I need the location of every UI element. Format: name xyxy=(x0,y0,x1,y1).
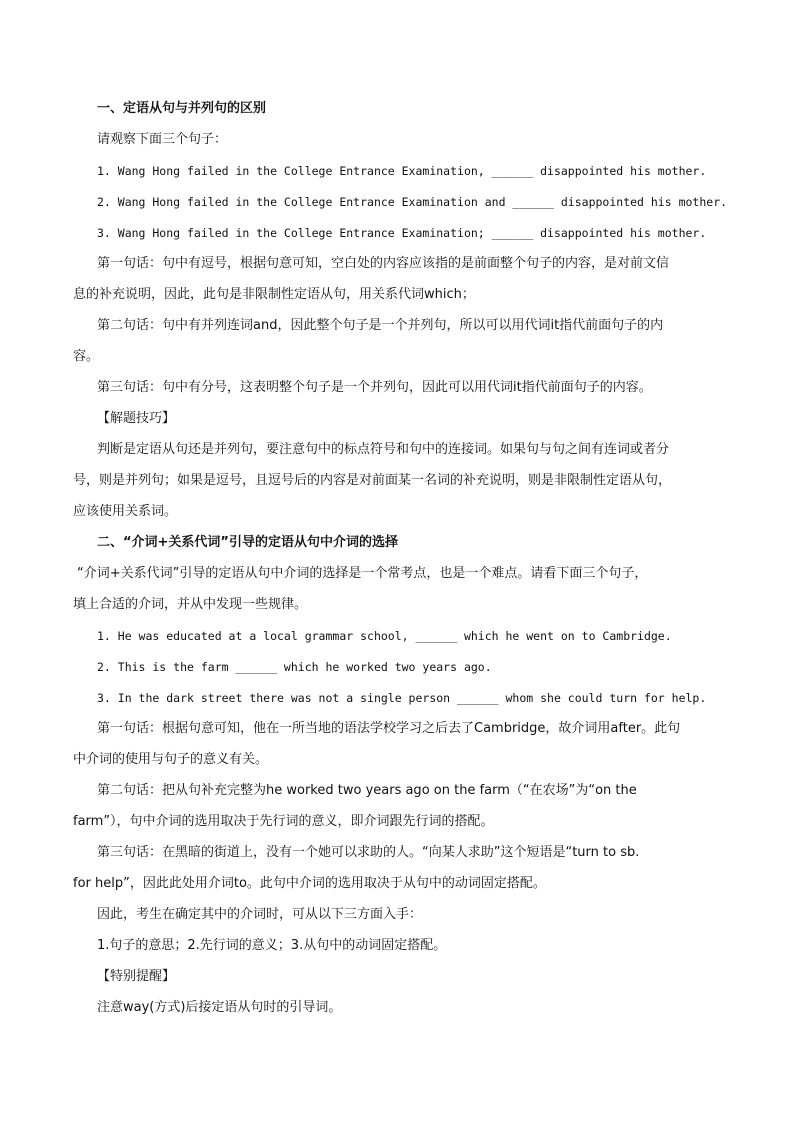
section-1-explanation-2a: 第二句话：句中有并列连词and，因此整个句子是一个并列句，所以可以用代词it指代前面句子的内 xyxy=(97,318,664,333)
section-1-intro: 请观察下面三个句子： xyxy=(97,132,228,147)
section-2-explanation-1b: 中介词的使用与句子的意义有关。 xyxy=(73,752,269,767)
section-1-tip-b: 号，则是并列句；如果是逗号，且逗号后的内容是对前面某一名词的补充说明，则是非限制性定语从句， xyxy=(73,473,672,488)
section-2-heading: 二、“介词+关系代词”引导的定语从句中介词的选择 xyxy=(97,535,398,550)
section-2-note-title: 【特别提醒】 xyxy=(97,969,176,984)
section-1-tip-a: 判断是定语从句还是并列句，要注意句中的标点符号和句中的连接词。如果句与句之间有连词或者分 xyxy=(97,442,670,457)
section-1-example-2: 2. Wang Hong failed in the College Entrance Examination and ______ disappointed his mother. xyxy=(97,195,728,209)
section-2-points: 1.句子的意思；2.先行词的意义；3.从句中的动词固定搭配。 xyxy=(97,938,447,953)
section-2-summary: 因此，考生在确定其中的介词时，可从以下三方面入手： xyxy=(97,907,423,922)
section-2-example-1: 1. He was educated at a local grammar school, ______ which he went on to Cambridge. xyxy=(97,629,672,643)
document-page xyxy=(73,94,728,1024)
section-2-explanation-1a: 第一句话：根据句意可知，他在一所当地的语法学校学习之后去了Cambridge，故介词用after。此句 xyxy=(97,721,681,736)
section-1-explanation-2b: 容。 xyxy=(73,349,100,364)
section-2-example-3: 3. In the dark street there was not a single person ______ whom she could turn for help. xyxy=(97,691,707,705)
section-1-tip-title: 【解题技巧】 xyxy=(97,411,176,426)
section-2-intro-a: “介词+关系代词”引导的定语从句中介词的选择是一个常考点，也是一个难点。请看下面三个句子， xyxy=(77,566,648,581)
section-1-example-3: 3. Wang Hong failed in the College Entrance Examination; ______ disappointed his mother. xyxy=(97,226,707,240)
section-2-explanation-3b: for help”，因此此处用介词to。此句中介词的选用取决于从句中的动词固定搭配。 xyxy=(73,876,546,891)
section-2-example-2: 2. This is the farm ______ which he worked two years ago. xyxy=(97,660,492,674)
section-2-explanation-2b: farm”），句中介词的选用取决于先行词的意义，即介词跟先行词的搭配。 xyxy=(73,814,494,829)
section-1-explanation-1a: 第一句话：句中有逗号，根据句意可知，空白处的内容应该指的是前面整个句子的内容，是对前文信 xyxy=(97,256,670,271)
section-1-example-1: 1. Wang Hong failed in the College Entrance Examination, ______ disappointed his mother. xyxy=(97,164,707,178)
section-2-explanation-3a: 第三句话：在黑暗的街道上，没有一个她可以求助的人。“向某人求助”这个短语是“turn to sb. xyxy=(97,845,640,860)
section-2-note: 注意way(方式)后接定语从句时的引导词。 xyxy=(97,1000,342,1015)
section-1-heading: 一、定语从句与并列句的区别 xyxy=(97,101,267,116)
section-1-tip-c: 应该使用关系词。 xyxy=(73,504,178,519)
section-1-explanation-1b: 息的补充说明，因此，此句是非限制性定语从句，用关系代词which； xyxy=(73,287,475,302)
section-2-intro-b: 填上合适的介词，并从中发现一些规律。 xyxy=(73,597,308,612)
section-1-explanation-3: 第三句话：句中有分号，这表明整个句子是一个并列句，因此可以用代词it指代前面句子的内容。 xyxy=(97,380,652,395)
section-2-explanation-2a: 第二句话：把从句补充完整为he worked two years ago on the farm（“在农场”为“on the xyxy=(97,783,637,798)
